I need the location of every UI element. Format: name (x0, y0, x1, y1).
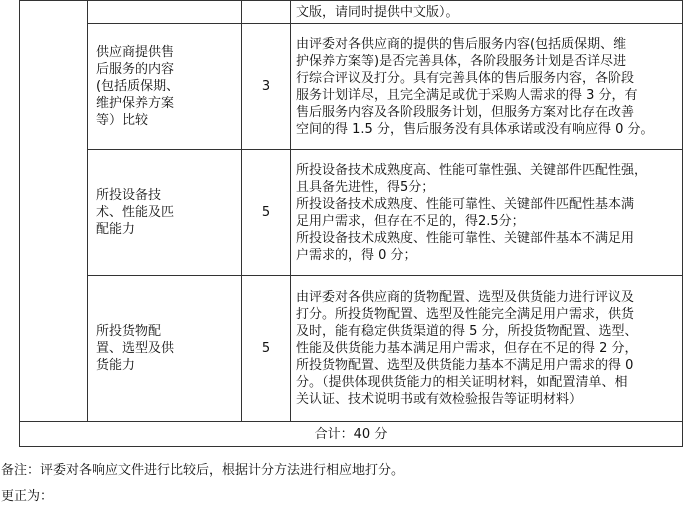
criterion-line: 等）比较 (96, 113, 149, 128)
description-cell (291, 1, 683, 24)
criterion-cell (88, 276, 242, 422)
criterion-line: 维护保养方案 (96, 96, 175, 111)
criterion-line: 货能力 (96, 358, 136, 373)
description-line: 分。（提供体现供货能力的相关证明材料，如配置清单、相 (296, 375, 628, 390)
description-line: 性能及供货能力基本满足用户需求，但存在不足的得 2 分， (296, 341, 638, 356)
criterion-cell (88, 150, 242, 276)
description-cell (291, 24, 683, 150)
score-cell: 3 (242, 24, 291, 150)
description-line: 空间的得 1.5 分，售后服务没有具体承诺或没有响应得 0 分。 (296, 121, 654, 137)
description-line: 所投设备技术成熟度高、性能可靠性强、关键部件匹配性强， (296, 162, 648, 178)
description-line: 服务计划详尽，且完全满足或优于采购人需求的得 3 分，有 (296, 87, 638, 103)
score-cell: 5 (242, 150, 291, 276)
criterion-line: (包括质保期、 (96, 79, 180, 94)
criterion-line: 后服务的内容 (96, 62, 175, 77)
criterion-line: 所投设备技 (96, 188, 162, 203)
description-line: 由评委对各供应商的提供的售后服务内容(包括质保期、维 (296, 36, 627, 52)
criterion-line: 配能力 (96, 222, 136, 237)
criterion-line: 置、选型及供 (96, 341, 175, 356)
table-row (20, 276, 683, 422)
description-line: 售后服务内容及各阶段服务计划，但服务方案对比存在改善 (296, 104, 635, 120)
description-line: 护保养方案等)是否完善具体，各阶段服务计划是否详尽进 (296, 53, 627, 69)
total-row (20, 422, 683, 447)
score-cell: 5 (242, 276, 291, 422)
criterion-cell (88, 1, 242, 24)
correction-heading: 更正为： (1, 489, 54, 504)
description-line: 且具备先进性，得5分； (296, 179, 435, 195)
score-cell (242, 1, 291, 24)
scoring-table (19, 0, 683, 447)
description-line: 所投货物配置、选型及供货能力基本不满足用户需求的得 0 (296, 358, 634, 373)
description-line: 打分。所投货物配置、选型及性能完全满足用户需求，供货 (296, 307, 635, 322)
description-line: 所投设备技术成熟度、性能可靠性、关键部件匹配性基本满 (296, 196, 635, 212)
description-line: 及时，能有稳定供货渠道的得 5 分，所投货物配置、选型、 (296, 324, 638, 339)
remark-text: 备注：评委对各响应文件进行比较后，根据计分方法进行相应地打分。 (1, 463, 405, 478)
description-line: 户需求的，得 0 分； (296, 247, 417, 263)
description-line: 文版，请同时提供中文版）。 (296, 4, 459, 20)
table-row (20, 1, 683, 24)
description-cell (291, 150, 683, 276)
description-line: 关认证、技术说明书或有效检验报告等证明材料） (296, 392, 583, 407)
description-line: 足用户需求，但存在不足的，得2.5分； (296, 213, 525, 229)
criterion-line: 术、性能及匹 (96, 205, 175, 220)
table-row (20, 24, 683, 150)
category-cell (20, 1, 88, 422)
description-cell (291, 276, 683, 422)
notes (1, 458, 404, 510)
table-row (20, 150, 683, 276)
criterion-line: 所投货物配 (96, 324, 162, 339)
description-line: 行综合评议及打分。具有完善具体的售后服务内容，各阶段 (296, 70, 635, 86)
description-line: 由评委对各供应商的货物配置、选型及供货能力进行评议及 (296, 290, 635, 305)
description-line: 所投设备技术成熟度、性能可靠性、关键部件基本不满足用 (296, 230, 635, 246)
criterion-line: 供应商提供售 (96, 45, 175, 60)
criterion-cell (88, 24, 242, 150)
total-cell: 合计：40 分 (20, 422, 683, 447)
